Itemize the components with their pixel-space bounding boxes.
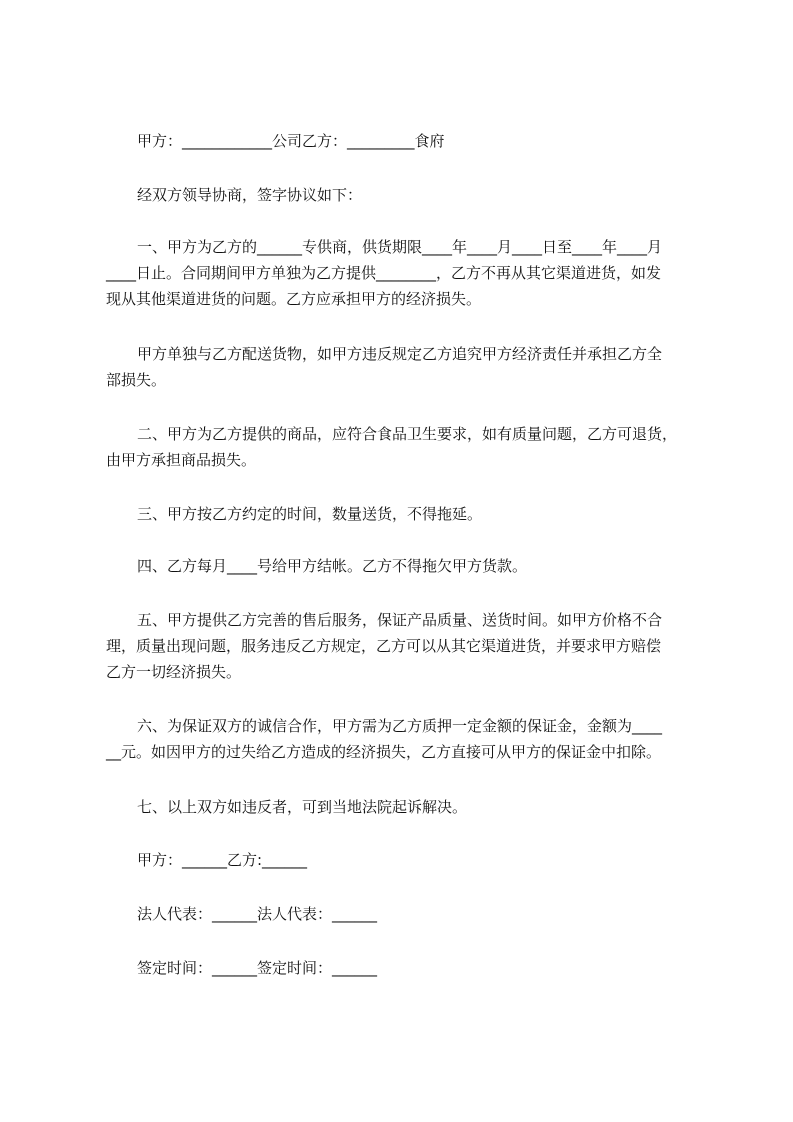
- signature-dates: 签定时间：______签定时间：______: [137, 959, 378, 977]
- clause-4: 四、乙方每月____号给甲方结帐。乙方不得拖欠甲方货款。: [137, 557, 528, 575]
- clause-1b-line-1: 甲方单独与乙方配送货物，如甲方违反规定乙方追究甲方经济责任并承担乙方全: [137, 345, 663, 363]
- signature-representatives: 法人代表：______法人代表：______: [137, 905, 378, 923]
- clause-6-line-2: __元。如因甲方的过失给乙方造成的经济损失，乙方直接可从甲方的保证金中扣除。: [106, 743, 662, 761]
- clause-1-line-3: 现从其他渠道进货的问题。乙方应承担甲方的经济损失。: [106, 290, 482, 308]
- clause-5-line-2: 理，质量出现问题，服务违反乙方规定，乙方可以从其它渠道进货，并要求甲方赔偿: [106, 637, 662, 655]
- clause-5-line-3: 乙方一切经济损失。: [106, 663, 242, 681]
- signature-parties: 甲方：______乙方:______: [137, 851, 308, 869]
- clause-1b-line-2: 部损失。: [106, 371, 167, 389]
- header-line: 甲方：____________公司乙方：_________食府: [137, 132, 445, 150]
- clause-6-line-1: 六、为保证双方的诚信合作，甲方需为乙方质押一定金额的保证金，金额为____: [137, 717, 663, 735]
- clause-2-line-1: 二、甲方为乙方提供的商品，应符合食品卫生要求，如有质量问题，乙方可退货，: [137, 425, 678, 443]
- intro-paragraph: 经双方领导协商，签字协议如下：: [137, 186, 363, 204]
- clause-2-line-2: 由甲方承担商品损失。: [106, 451, 257, 469]
- clause-7: 七、以上双方如违反者，可到当地法院起诉解决。: [137, 798, 468, 816]
- clause-3: 三、甲方按乙方约定的时间，数量送货，不得拖延。: [137, 505, 483, 523]
- clause-5-line-1: 五、甲方提供乙方完善的售后服务，保证产品质量、送货时间。如甲方价格不合: [137, 611, 663, 629]
- clause-1-line-2: ____日止。合同期间甲方单独为乙方提供________，乙方不再从其它渠道进货，如发: [106, 264, 662, 282]
- clause-1-line-1: 一、甲方为乙方的______专供商，供货期限____年____月____日至____年____月: [137, 238, 663, 256]
